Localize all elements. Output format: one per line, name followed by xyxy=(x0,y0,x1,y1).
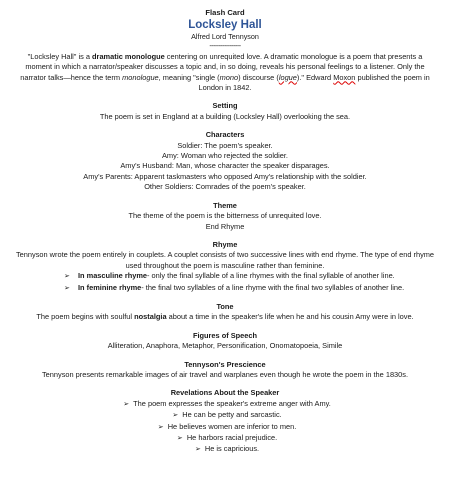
intro-italic-term: monologue xyxy=(122,72,159,82)
setting-text: The poem is set in England at a building (Locksley Hall) overlooking the sea. xyxy=(99,111,351,121)
character-line: Soldier: The poem's speaker. xyxy=(177,140,273,150)
intro-bold-term: dramatic monologue xyxy=(92,51,165,61)
rhyme-bullet xyxy=(14,283,436,294)
setting-section xyxy=(14,101,436,122)
rhyme-heading: Rhyme xyxy=(212,239,238,249)
revelation-text: He is capricious. xyxy=(204,444,260,454)
intro-moxon-name: Moxon xyxy=(333,72,356,82)
intro-text-1: "Locksley Hall" is a xyxy=(27,51,93,61)
arrow-bullet-icon: ➢ xyxy=(157,423,164,431)
intro-text-3: , meaning "single ( xyxy=(158,72,220,82)
rhyme-text: Tennyson wrote the poem entirely in couplets. A couplet consists of two successive lines with end rhyme. The type of end rhyme used throughout the poem is masculine rather than feminine. xyxy=(15,250,435,270)
character-line: Amy: Woman who rejected the soldier. xyxy=(162,151,288,161)
intro-logue-term: logue xyxy=(278,72,297,82)
character-line: Other Soldiers: Comrades of the poem's speaker. xyxy=(144,182,306,192)
author-name: Alfred Lord Tennyson xyxy=(191,32,259,42)
revelation-text: He harbors racial prejudice. xyxy=(186,433,278,442)
intro-text-5: )." Edward xyxy=(296,72,334,82)
theme-subline: End Rhyme xyxy=(205,221,245,231)
figures-section xyxy=(14,331,436,352)
revelation-item xyxy=(14,422,436,433)
tone-bold-term: nostalgia xyxy=(134,312,167,322)
theme-text: The theme of the poem is the bitterness of unrequited love. xyxy=(128,211,322,221)
characters-section xyxy=(14,130,436,192)
rhyme-bullet-text: - the final two syllables of a line rhyme with the final two syllables of another line. xyxy=(141,282,405,292)
intro-text-2: centering on unrequited love. A dramatic monologue is a poem that presents a moment in which a narrator/speaker discusses a topic and, in so doing, reveals his personal feelings to a listener. Only the narrator talks—hence the term xyxy=(20,51,425,82)
tone-text-post: about a time in the speaker's life when he and his cousin Amy were in love. xyxy=(166,312,414,322)
revelation-text: He believes women are inferior to men. xyxy=(167,421,297,431)
rhyme-bullet xyxy=(14,271,436,282)
revelation-item xyxy=(14,433,436,444)
setting-heading: Setting xyxy=(212,101,238,111)
arrow-bullet-icon: ➢ xyxy=(123,400,130,408)
intro-text-6: published the poem in London in 1842. xyxy=(198,72,430,93)
character-line: Amy's Parents: Apparent taskmasters who opposed Amy's relationship with the soldier. xyxy=(83,171,367,181)
divider-line: ----------------- xyxy=(209,42,241,50)
rhyme-bullet-term: In masculine rhyme xyxy=(78,271,148,281)
prescience-text: Tennyson presents remarkable images of air travel and warplanes even though he wrote the poem in the 1830s. xyxy=(41,369,409,379)
tone-heading: Tone xyxy=(216,301,234,311)
theme-heading: Theme xyxy=(213,200,237,210)
tone-text xyxy=(14,312,436,322)
rhyme-section xyxy=(14,240,436,294)
tone-section xyxy=(14,302,436,323)
revelation-item xyxy=(14,399,436,410)
rhyme-bullet-text: - only the final syllable of a line rhymes with the final syllable of another line. xyxy=(147,271,395,281)
arrow-bullet-icon: ➢ xyxy=(64,273,70,281)
figures-text: Alliteration, Anaphora, Metaphor, Personification, Onomatopoeia, Simile xyxy=(107,341,343,351)
revelations-section xyxy=(14,388,436,455)
intro-text-4: ) discourse ( xyxy=(238,72,279,82)
prescience-section xyxy=(14,360,436,381)
revelation-item xyxy=(14,410,436,421)
tone-text-pre: The poem begins with soulful xyxy=(36,312,135,322)
arrow-bullet-icon: ➢ xyxy=(64,284,70,292)
arrow-bullet-icon: ➢ xyxy=(194,446,201,454)
revelations-heading: Revelations About the Speaker xyxy=(170,388,280,398)
revelation-text: The poem expresses the speaker's extreme anger with Amy. xyxy=(133,398,331,408)
revelation-item xyxy=(14,444,436,455)
figures-heading: Figures of Speech xyxy=(192,330,258,340)
prescience-heading: Tennyson's Prescience xyxy=(184,359,266,369)
revelation-text: He can be petty and sarcastic. xyxy=(182,410,282,420)
theme-section xyxy=(14,201,436,232)
character-line: Amy's Husband: Man, whose character the speaker disparages. xyxy=(120,161,330,171)
intro-mono-term: mono xyxy=(219,72,239,82)
rhyme-bullet-term: In feminine rhyme xyxy=(78,282,142,292)
intro-paragraph xyxy=(14,52,436,94)
arrow-bullet-icon: ➢ xyxy=(176,435,183,442)
page-title: Locksley Hall xyxy=(188,19,262,32)
card-label: Flash Card xyxy=(205,8,245,17)
arrow-bullet-icon: ➢ xyxy=(172,412,179,420)
characters-heading: Characters xyxy=(205,130,245,140)
